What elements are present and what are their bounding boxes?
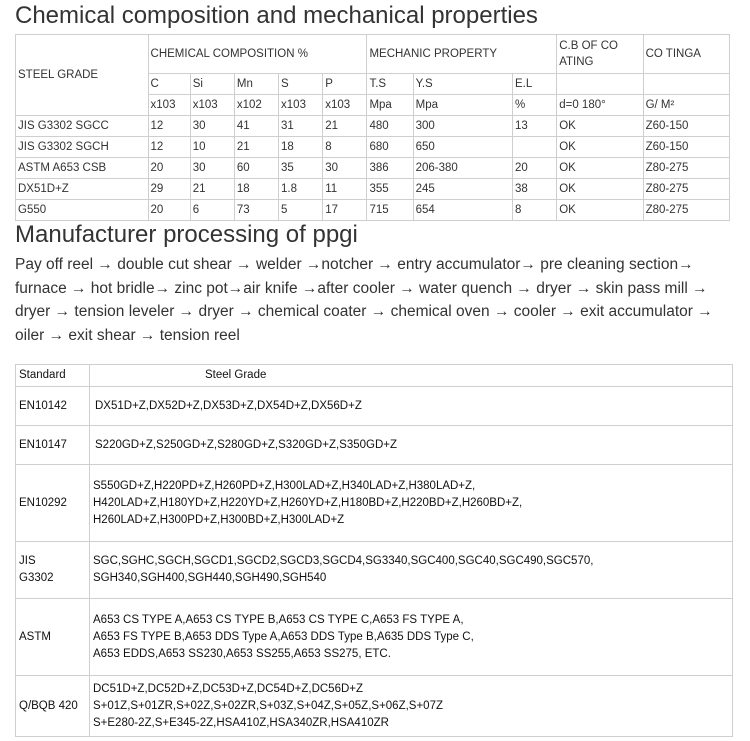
unit-cell: Mpa	[367, 95, 413, 116]
steel-grade-header: STEEL GRADE	[16, 35, 149, 116]
unit-cell: x103	[190, 95, 234, 116]
table-cell: OK	[557, 116, 643, 137]
table-cell: 12	[148, 137, 190, 158]
empty-cell	[643, 74, 729, 95]
table-cell: 654	[413, 200, 512, 221]
table-cell: 18	[234, 179, 278, 200]
table-cell: Z80-275	[643, 179, 729, 200]
table-cell: 60	[234, 158, 278, 179]
column-header: P	[323, 74, 367, 95]
grade-line: SGH340,SGH400,SGH440,SGH490,SGH540	[93, 572, 327, 584]
table-cell: JIS G3302 SGCH	[16, 137, 149, 158]
table-cell: Z80-275	[643, 200, 729, 221]
grade-line: A653 CS TYPE A,A653 CS TYPE B,A653 CS TYPE C,A653 FS TYPE A,	[93, 613, 464, 626]
grade-line: S550GD+Z,H220PD+Z,H260PD+Z,H300LAD+Z,H340LAD+Z,H380LAD+Z,	[93, 479, 476, 492]
table-cell: G550	[16, 200, 149, 221]
table-cell: 30	[190, 116, 234, 137]
unit-cell: G/ M²	[643, 95, 729, 116]
table-cell: 21	[234, 137, 278, 158]
grade-line: S220GD+Z,S250GD+Z,S280GD+Z,S320GD+Z,S350GD+Z	[95, 438, 398, 451]
column-header: E.L	[513, 74, 557, 95]
table-cell: 18	[279, 137, 323, 158]
table-cell: 12	[148, 116, 190, 137]
table-cell: 31	[279, 116, 323, 137]
table-cell: 17	[323, 200, 367, 221]
table-cell: 5	[279, 200, 323, 221]
column-header: S	[279, 74, 323, 95]
grade-line: H420LAD+Z,H180YD+Z,H220YD+Z,H260YD+Z,H180BD+Z,H220BD+Z,H260BD+Z,	[93, 496, 523, 509]
unit-cell: x102	[234, 95, 278, 116]
table-cell: 10	[190, 137, 234, 158]
table-cell: OK	[557, 158, 643, 179]
table-cell: 30	[190, 158, 234, 179]
table-row	[16, 426, 733, 465]
table-row	[16, 676, 733, 737]
grade-line: DC51D+Z,DC52D+Z,DC53D+Z,DC54D+Z,DC56D+Z	[93, 682, 364, 695]
table-row	[16, 599, 733, 676]
unit-cell: %	[513, 95, 557, 116]
standard-cell: EN10147	[16, 426, 90, 465]
table-cell: 35	[279, 158, 323, 179]
table-cell: 650	[413, 137, 512, 158]
table-cell: 206-380	[413, 158, 512, 179]
grades-cell	[90, 426, 733, 465]
coating-header: CO TINGA	[643, 35, 729, 74]
table-cell: 680	[367, 137, 413, 158]
table-cell: JIS G3302 SGCC	[16, 116, 149, 137]
grades-cell	[90, 676, 733, 737]
column-header: Mn	[234, 74, 278, 95]
table-cell: 20	[148, 158, 190, 179]
composition-heading: Chemical composition and mechanical properties	[15, 2, 538, 29]
grade-line: DX51D+Z,DX52D+Z,DX53D+Z,DX54D+Z,DX56D+Z	[95, 399, 362, 412]
table-cell: ASTM A653 CSB	[16, 158, 149, 179]
steel-grade-column-header: Steel Grade	[90, 365, 733, 387]
standard-column-header: Standard	[16, 365, 90, 387]
table-cell: Z80-275	[643, 158, 729, 179]
table-cell: Z60-150	[643, 116, 729, 137]
table-row	[16, 387, 733, 426]
table-row	[16, 158, 730, 179]
table-cell: 21	[323, 116, 367, 137]
table-cell: OK	[557, 200, 643, 221]
table-row	[16, 116, 730, 137]
grades-cell	[90, 465, 733, 542]
steel-grade-table	[15, 364, 733, 737]
table-cell: 480	[367, 116, 413, 137]
cb-coating-header: C.B OF CO ATING	[557, 35, 643, 74]
table-cell: 20	[148, 200, 190, 221]
standard-cell: EN10292	[16, 465, 90, 542]
table-row	[16, 542, 733, 599]
table-cell	[513, 137, 557, 158]
table-row	[16, 137, 730, 158]
mechanic-property-header: MECHANIC PROPERTY	[367, 35, 557, 74]
grade-line: SGC,SGHC,SGCH,SGCD1,SGCD2,SGCD3,SGCD4,SG3340,SGC400,SGC40,SGC490,SGC570,	[93, 555, 594, 567]
table-cell: DX51D+Z	[16, 179, 149, 200]
unit-cell: x103	[148, 95, 190, 116]
grades-cell	[90, 387, 733, 426]
column-header: C	[148, 74, 190, 95]
grades-cell	[90, 542, 733, 599]
grade-line: S+E280-2Z,S+E345-2Z,HSA410Z,HSA340ZR,HSA410ZR	[93, 716, 389, 729]
processing-heading: Manufacturer processing of ppgi	[15, 221, 358, 248]
column-header: Si	[190, 74, 234, 95]
unit-cell: Mpa	[413, 95, 512, 116]
standard-cell: ASTM	[16, 599, 90, 676]
grade-line: A653 FS TYPE B,A653 DDS Type A,A653 DDS Type B,A635 DDS Type C,	[93, 630, 474, 643]
table-cell: 6	[190, 200, 234, 221]
standard-cell: EN10142	[16, 387, 90, 426]
table-cell: 1.8	[279, 179, 323, 200]
table-cell: 29	[148, 179, 190, 200]
table-cell: 11	[323, 179, 367, 200]
table-cell: 386	[367, 158, 413, 179]
table-cell: OK	[557, 179, 643, 200]
column-header: Y.S	[413, 74, 512, 95]
table-row	[16, 200, 730, 221]
empty-cell	[557, 74, 643, 95]
grade-line: H260LAD+Z,H300PD+Z,H300BD+Z,H300LAD+Z	[93, 513, 345, 526]
table-cell: 300	[413, 116, 512, 137]
standard-cell: JIS G3302	[16, 542, 90, 599]
table-cell: Z60-150	[643, 137, 729, 158]
grade-line: S+01Z,S+01ZR,S+02Z,S+02ZR,S+03Z,S+04Z,S+05Z,S+06Z,S+07Z	[93, 699, 443, 712]
table-cell: 715	[367, 200, 413, 221]
table-cell: 355	[367, 179, 413, 200]
unit-cell: d=0 180°	[557, 95, 643, 116]
unit-cell: x103	[279, 95, 323, 116]
grades-cell	[90, 599, 733, 676]
table-cell: 21	[190, 179, 234, 200]
table-cell: 8	[323, 137, 367, 158]
column-header: T.S	[367, 74, 413, 95]
table-cell: 20	[513, 158, 557, 179]
composition-table	[15, 34, 730, 221]
table-cell: 73	[234, 200, 278, 221]
standard-cell: Q/BQB 420	[16, 676, 90, 737]
table-cell: 245	[413, 179, 512, 200]
process-flow-text: Pay off reel → double cut shear → welder →notcher → entry accumulator→ pre cleaning section→ furnace → hot bridle→ zinc pot→air knife →after cooler → water quench → dryer → skin pass mill → dryer → tension leveler → dryer → chemical coater → chemical oven → cooler → exit accumulator → oiler → exit shear → tension reel	[15, 256, 713, 344]
table-cell: 38	[513, 179, 557, 200]
table-cell: 30	[323, 158, 367, 179]
unit-cell: x103	[323, 95, 367, 116]
table-cell: 8	[513, 200, 557, 221]
table-row	[16, 465, 733, 542]
grade-line: A653 EDDS,A653 SS230,A653 SS255,A653 SS275, ETC.	[93, 647, 391, 660]
table-cell: 41	[234, 116, 278, 137]
chem-composition-header: CHEMICAL COMPOSITION %	[148, 35, 367, 74]
table-row	[16, 179, 730, 200]
table-cell: OK	[557, 137, 643, 158]
table-cell: 13	[513, 116, 557, 137]
